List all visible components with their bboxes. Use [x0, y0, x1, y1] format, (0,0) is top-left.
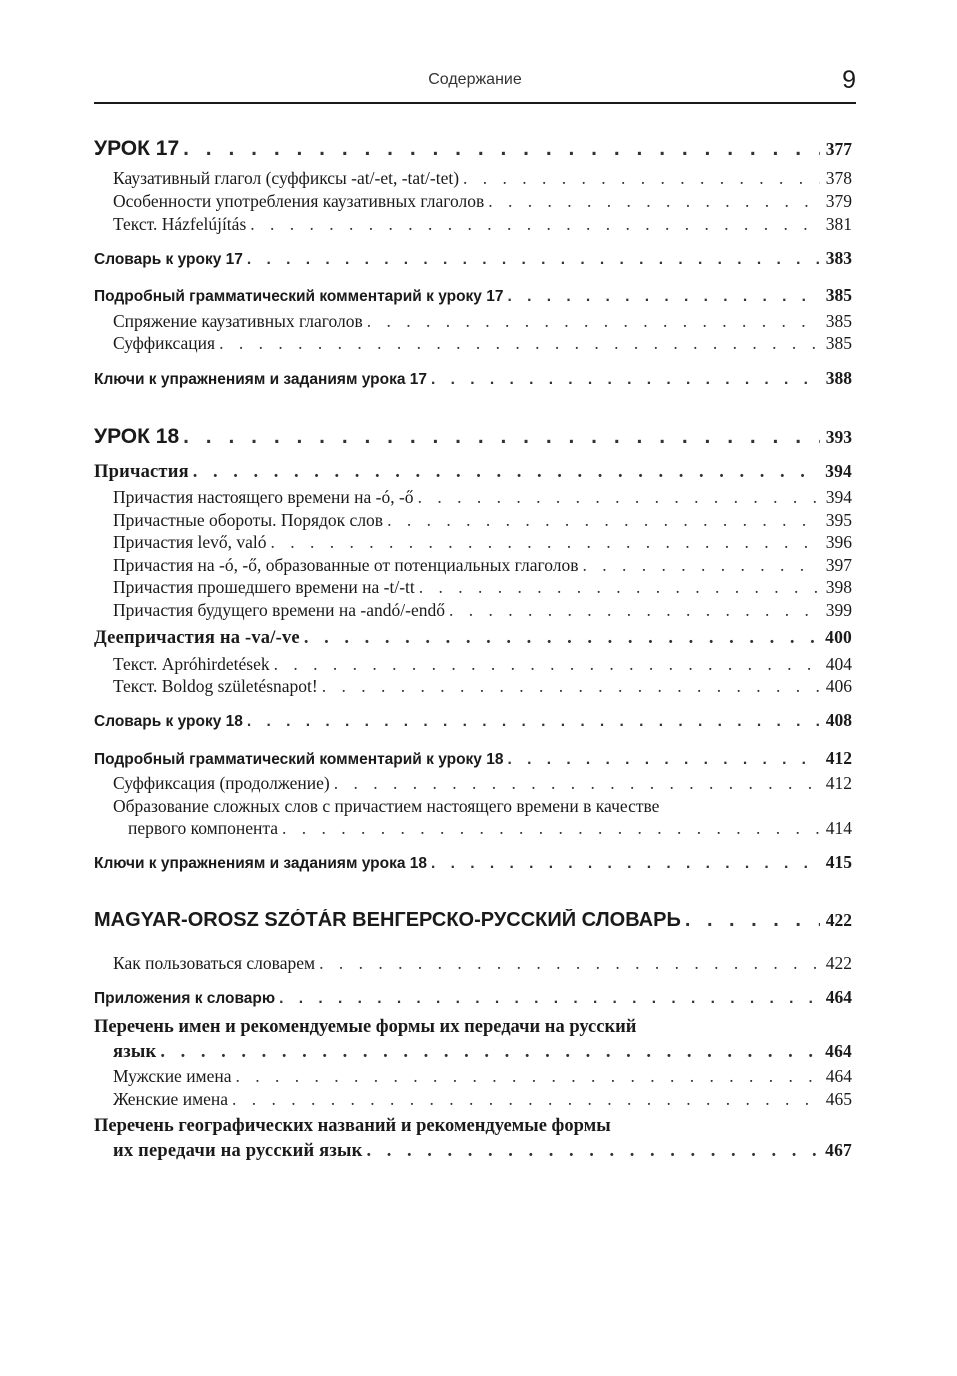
toc-entry[interactable]: Причастия levő, való . . . 396 — [113, 532, 852, 555]
toc-entry[interactable]: Суффиксация . . . 385 — [113, 333, 852, 356]
toc-entry[interactable]: Суффиксация (продолжение) . . . 412 — [113, 773, 852, 796]
toc-entry-gerunds[interactable]: Деепричастия на -va/-ve . . . 400 — [94, 627, 852, 651]
running-title: Содержание — [428, 71, 522, 88]
toc-entry[interactable]: Женские имена . . . 465 — [113, 1089, 852, 1112]
toc-entry-names[interactable]: язык . . . 464 — [113, 1041, 852, 1065]
toc-entry-keys-18[interactable]: Ключи к упражнениям и заданиям урока 18 . . . 415 — [94, 852, 852, 876]
toc-entry-dictionary[interactable]: MAGYAR-OROSZ SZÓTÁR ВЕНГЕРСКО-РУССКИЙ СЛОВАРЬ . . . 422 — [94, 909, 852, 937]
toc-entry[interactable]: Причастия прошедшего времени на -t/-tt . . . 398 — [113, 577, 852, 600]
page-number: 9 — [842, 66, 856, 94]
toc-entry[interactable]: Спряжение каузативных глаголов . . . 385 — [113, 311, 852, 334]
toc-entry[interactable]: Текст. Apróhirdetések . . . 404 — [113, 654, 852, 677]
toc-entry-commentary-18[interactable]: Подробный грамматический комментарий к уроку 18 . . . 412 — [94, 748, 852, 772]
toc-entry-compound[interactable]: первого компонента . . . 414 — [128, 818, 852, 841]
toc-entry-geo-line1[interactable]: Перечень географических названий и рекомендуемые формы — [94, 1116, 611, 1136]
toc-entry[interactable]: Причастные обороты. Порядок слов . . . 395 — [113, 510, 852, 533]
toc-entry[interactable]: Текст. Boldog születésnapot! . . . 406 — [113, 676, 852, 699]
toc-entry-geo[interactable]: их передачи на русский язык . . . 467 — [113, 1140, 852, 1164]
toc-entry-names-line1[interactable]: Перечень имен и рекомендуемые формы их передачи на русский — [94, 1017, 637, 1037]
toc-entry-vocab-17[interactable]: Словарь к уроку 17 . . . 383 — [94, 248, 852, 272]
toc-entry[interactable]: Причастия настоящего времени на -ó, -ő . . . 394 — [113, 487, 852, 510]
toc-entry-lesson-17[interactable]: УРОК 17 . . . 377 — [94, 137, 852, 165]
toc-entry[interactable]: Причастия на -ó, -ő, образованные от потенциальных глаголов . . . 397 — [113, 555, 852, 578]
toc-entry[interactable]: Причастия будущего времени на -andó/-endő . . . 399 — [113, 600, 852, 623]
toc-entry[interactable]: Мужские имена . . . 464 — [113, 1066, 852, 1089]
toc-entry-compound-line1[interactable]: Образование сложных слов с причастием настоящего времени в качестве — [113, 796, 660, 816]
toc-entry-participles[interactable]: Причастия . . . 394 — [94, 461, 852, 485]
page-header — [94, 66, 856, 104]
toc-entry-appendix[interactable]: Приложения к словарю . . . 464 — [94, 987, 852, 1011]
toc-entry-howto[interactable]: Как пользоваться словарем . . . 422 — [113, 953, 852, 976]
toc-entry[interactable]: Каузативный глагол (суффиксы -at/-et, -tat/-tet) . . . 378 — [113, 168, 852, 191]
toc-entry-lesson-18[interactable]: УРОК 18 . . . 393 — [94, 425, 852, 453]
toc-entry-commentary-17[interactable]: Подробный грамматический комментарий к уроку 17 . . . 385 — [94, 285, 852, 309]
toc-entry-keys-17[interactable]: Ключи к упражнениям и заданиям урока 17 . . . 388 — [94, 368, 852, 392]
toc-entry[interactable]: Текст. Házfelújítás . . . 381 — [113, 214, 852, 237]
toc-entry[interactable]: Особенности употребления каузативных глаголов . . . 379 — [113, 191, 852, 214]
toc-entry-vocab-18[interactable]: Словарь к уроку 18 . . . 408 — [94, 710, 852, 734]
